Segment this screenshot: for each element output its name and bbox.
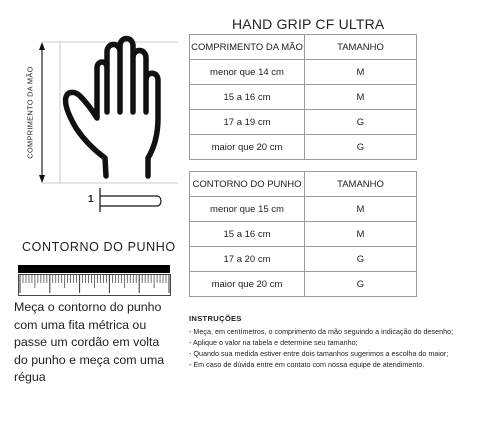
table-cell: M	[305, 222, 417, 247]
wrist-table	[189, 171, 417, 297]
table-row	[190, 85, 417, 110]
hand-length-table	[189, 34, 417, 160]
table-cell: M	[305, 197, 417, 222]
instruction-item: - Quando sua medida estiver entre dois tamanhos sugerimos a escolha do maior;	[189, 349, 449, 359]
table-row	[190, 197, 417, 222]
table-cell: 17 a 20 cm	[190, 247, 305, 272]
wrist-label: CONTORNO DO PUNHO	[22, 240, 176, 254]
table-row	[190, 135, 417, 160]
table-cell: menor que 15 cm	[190, 197, 305, 222]
table-cell: M	[305, 85, 417, 110]
table-header-row	[190, 172, 417, 197]
table-header-cell: TAMANHO	[305, 172, 417, 197]
wrist-measure-band	[100, 188, 161, 212]
table-row	[190, 110, 417, 135]
table-cell: G	[305, 247, 417, 272]
table-cell: maior que 20 cm	[190, 135, 305, 160]
table-cell: 17 a 19 cm	[190, 110, 305, 135]
wrist-marker: 1	[88, 194, 94, 205]
glove-outline	[66, 39, 158, 177]
table-header-cell: COMPRIMENTO DA MÃO	[190, 35, 305, 60]
table-header-cell: TAMANHO	[305, 35, 417, 60]
instruction-item: - Meça, em centímetros, o comprimento da mão seguindo a indicação do desenho;	[189, 327, 454, 336]
table-cell: G	[305, 272, 417, 297]
table-cell: maior que 20 cm	[190, 272, 305, 297]
table-cell: menor que 14 cm	[190, 60, 305, 85]
length-arrow	[39, 42, 45, 183]
page-title: HAND GRIP CF ULTRA	[232, 16, 385, 32]
table-row	[190, 272, 417, 297]
instructions-heading: INSTRUÇÕES	[189, 314, 242, 323]
measure-instructions-text: Meça o contorno do punho com uma fita métrica ou passe um cordão em volta do punho e meça com uma régua	[14, 300, 165, 385]
table-row	[190, 247, 417, 272]
instruction-item: - Aplique o valor na tabela e determine seu tamanho;	[189, 338, 358, 348]
ruler-bar	[18, 265, 170, 273]
table-cell: G	[305, 135, 417, 160]
hand-length-label: COMPRIMENTO DA MÃO	[25, 66, 35, 159]
table-cell: G	[305, 110, 417, 135]
table-row	[190, 60, 417, 85]
instruction-item: - Em caso de dúvida entre em contato com nossa equipe de atendimento.	[189, 360, 425, 370]
table-cell: 15 a 16 cm	[190, 85, 305, 110]
table-header-row	[190, 35, 417, 60]
instructions-list	[189, 326, 494, 370]
table-cell: M	[305, 60, 417, 85]
table-header-cell: CONTORNO DO PUNHO	[190, 172, 305, 197]
table-row	[190, 222, 417, 247]
table-cell: 15 a 16 cm	[190, 222, 305, 247]
ruler	[18, 274, 171, 296]
